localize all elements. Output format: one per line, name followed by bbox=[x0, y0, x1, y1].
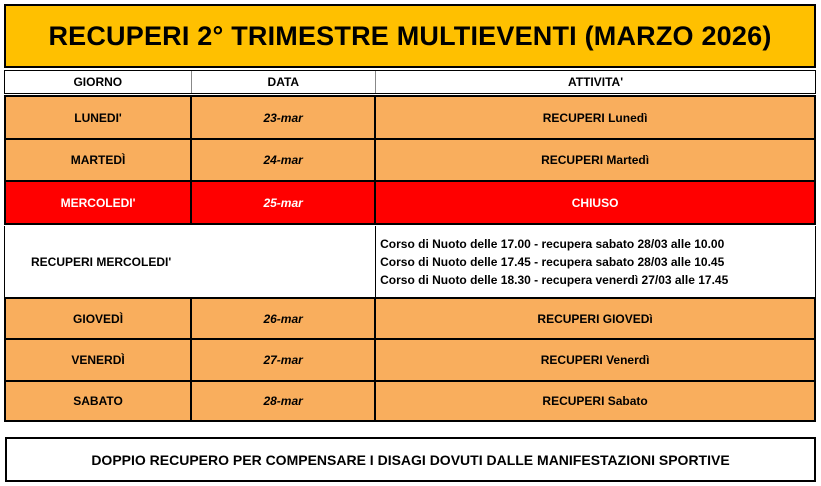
list-item: Corso di Nuoto delle 18.30 - recupera venerdì 27/03 alle 17.45 bbox=[380, 273, 729, 287]
table-header bbox=[4, 70, 816, 94]
cell-attivita: RECUPERI Venerdì bbox=[540, 353, 650, 367]
cell-data: 23-mar bbox=[192, 97, 376, 138]
cell-giorno: SABATO bbox=[6, 382, 192, 420]
cell-giorno: VENERDÌ bbox=[6, 340, 192, 380]
cell-data: 24-mar bbox=[192, 140, 376, 180]
table-row bbox=[4, 140, 816, 182]
cell-data: 26-mar bbox=[192, 299, 376, 338]
recuperi-mercoledi-label: RECUPERI MERCOLEDI' bbox=[5, 226, 376, 298]
header-giorno: GIORNO bbox=[5, 71, 192, 93]
table-row bbox=[4, 382, 816, 422]
header-data: DATA bbox=[192, 71, 377, 93]
table-row bbox=[4, 340, 816, 382]
page-title: RECUPERI 2° TRIMESTRE MULTIEVENTI (MARZO 2026) bbox=[4, 4, 816, 68]
cell-giorno: GIOVEDÌ bbox=[6, 299, 192, 338]
cell-data: 27-mar bbox=[192, 340, 376, 380]
cell-giorno: MARTEDÌ bbox=[6, 140, 192, 180]
cell-attivita: CHIUSO bbox=[571, 195, 619, 210]
cell-attivita: RECUPERI Sabato bbox=[542, 394, 648, 408]
cell-giorno: LUNEDI' bbox=[6, 97, 192, 138]
header-attivita: ATTIVITA' bbox=[568, 75, 624, 89]
table-row bbox=[4, 297, 816, 340]
schedule-sheet bbox=[4, 4, 816, 420]
recuperi-mercoledi-row bbox=[4, 226, 816, 298]
cell-data: 28-mar bbox=[192, 382, 376, 420]
table-row-closed bbox=[4, 182, 816, 225]
footer-note: DOPPIO RECUPERO PER COMPENSARE I DISAGI DOVUTI DALLE MANIFESTAZIONI SPORTIVE bbox=[5, 437, 816, 482]
recuperi-mercoledi-list bbox=[376, 226, 815, 298]
cell-data: 25-mar bbox=[192, 182, 376, 223]
cell-attivita: RECUPERI Lunedì bbox=[542, 110, 648, 125]
list-item: Corso di Nuoto delle 17.00 - recupera sabato 28/03 alle 10.00 bbox=[380, 237, 725, 251]
cell-giorno: MERCOLEDI' bbox=[6, 182, 192, 223]
cell-attivita: RECUPERI GIOVEDì bbox=[537, 311, 653, 326]
cell-attivita: RECUPERI Martedì bbox=[541, 153, 650, 167]
table-row bbox=[4, 95, 816, 140]
list-item: Corso di Nuoto delle 17.45 - recupera sabato 28/03 alle 10.45 bbox=[380, 255, 725, 269]
